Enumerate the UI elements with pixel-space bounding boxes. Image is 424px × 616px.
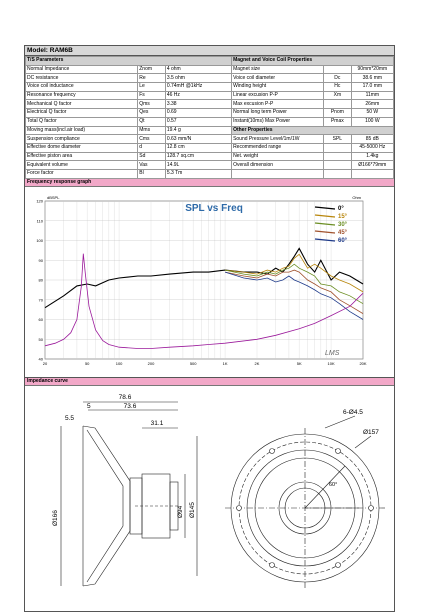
mechanical-drawing	[25, 386, 394, 611]
prop-value: 100 W	[351, 117, 393, 126]
param-value: 4 ohm	[165, 65, 231, 74]
param-name: Force factor	[26, 169, 138, 178]
param-symbol: Fs	[138, 91, 166, 100]
prop-symbol: Dc	[324, 74, 352, 83]
mount-hole-2	[336, 562, 341, 567]
y-tick-label: 110	[36, 217, 43, 223]
x-tick-label: 500	[189, 360, 197, 366]
param-symbol: Qt	[138, 117, 166, 126]
x-tick-label: 100	[115, 360, 123, 366]
x-tick-label: 5K	[296, 360, 302, 366]
prop-symbol: Xm	[324, 91, 352, 100]
leader-hole	[325, 416, 355, 428]
prop-symbol: SPL	[324, 135, 352, 144]
param-value: 14.9L	[165, 161, 231, 170]
prop-symbol: Pmax	[324, 117, 352, 126]
param-name: Equivalent volume	[26, 161, 138, 170]
prop-name: Max excusion P-P	[232, 100, 324, 109]
prop-name: Voice coil diameter	[232, 74, 324, 83]
prop-value	[351, 169, 393, 178]
dim-311: 31.1	[150, 419, 164, 427]
y-tick-label: 120	[36, 198, 43, 204]
spec-row	[26, 117, 394, 126]
prop-symbol	[324, 161, 352, 170]
prop-value: 50 W	[351, 109, 393, 118]
param-value: 0.69	[165, 109, 231, 118]
param-value: 3.5 ohm	[165, 74, 231, 83]
param-name: Electrical Q factor	[26, 109, 138, 118]
prop-symbol	[324, 65, 352, 74]
basket-outline	[87, 430, 123, 582]
spec-row	[26, 83, 394, 92]
param-name: Voice coil inductance	[26, 83, 138, 92]
spec-row	[26, 152, 394, 161]
y2-axis-label: Ohm	[352, 194, 361, 200]
param-symbol: Qes	[138, 109, 166, 118]
model-title: Model: RAM6B	[25, 46, 394, 56]
spec-row	[26, 135, 394, 144]
dim-94: Ø94	[177, 505, 184, 518]
dim-786: 78.6	[118, 393, 132, 401]
mount-hole-5	[270, 448, 275, 453]
mount-hole-6	[336, 448, 341, 453]
prop-value: 38.6 mm	[351, 74, 393, 83]
y-tick-label: 70	[38, 296, 43, 302]
param-symbol: Mms	[138, 126, 166, 135]
spec-table	[25, 56, 394, 179]
x-tick-label: 20K	[359, 360, 367, 366]
param-value: 0.57	[165, 117, 231, 126]
param-name: Normal Impedance	[26, 65, 138, 74]
dim-157: Ø157	[363, 428, 379, 436]
param-name: Effective dome diameter	[26, 143, 138, 152]
param-name: Total Q factor	[26, 117, 138, 126]
param-name: Mechanical Q factor	[26, 100, 138, 109]
ts-params-header: T/S Parameters	[26, 57, 232, 66]
param-symbol: Vas	[138, 161, 166, 170]
y-tick-label: 60	[38, 316, 43, 322]
param-name: DC resistance	[26, 74, 138, 83]
y-tick-label: 80	[38, 277, 43, 283]
param-value: 46 Hz	[165, 91, 231, 100]
param-value: 0.63 mm/N	[165, 135, 231, 144]
drawing-svg	[25, 386, 394, 611]
frequency-response-chart	[25, 187, 394, 378]
prop-symbol	[324, 152, 352, 161]
spec-row	[26, 65, 394, 74]
dim-145: Ø145	[189, 501, 196, 518]
param-symbol: Cms	[138, 135, 166, 144]
legend-label: 0°	[338, 205, 344, 212]
prop-value: 1.4kg	[351, 152, 393, 161]
prop-value: 17.0 mm	[351, 83, 393, 92]
leader-157	[355, 436, 371, 448]
param-name: Suspension compliance	[26, 135, 138, 144]
prop-value: 45-5000 Hz	[351, 143, 393, 152]
mount-hole-1	[369, 505, 374, 510]
x-tick-label: 1K	[222, 360, 228, 366]
dim-55: 5.5	[65, 414, 75, 422]
impedance-header: Impedance curve	[25, 378, 394, 386]
param-name: Resonance frequency	[26, 91, 138, 100]
watermark: LMS	[325, 349, 340, 357]
legend-label: 15°	[338, 213, 348, 220]
y-tick-label: 100	[36, 237, 43, 243]
x-tick-label: 200	[147, 360, 155, 366]
angle-line	[305, 466, 345, 508]
param-symbol: Znom	[138, 65, 166, 74]
prop-value: 85 dB	[351, 135, 393, 144]
spec-row	[26, 74, 394, 83]
y-tick-label: 40	[38, 356, 43, 362]
x-tick-label: 10K	[327, 360, 335, 366]
x-tick-label: 2K	[254, 360, 260, 366]
param-value: 128.7 sq.cm	[165, 152, 231, 161]
prop-symbol: Pnom	[324, 109, 352, 118]
param-name: Effective piston area	[26, 152, 138, 161]
prop-value: Ø166*79mm	[351, 161, 393, 170]
dim-angle: 60°	[329, 481, 338, 488]
param-symbol: Le	[138, 83, 166, 92]
spec-row	[26, 109, 394, 118]
prop-name: Net. weight	[232, 152, 324, 161]
chart-svg	[25, 187, 394, 377]
prop-value: 26mm	[351, 100, 393, 109]
freq-response-header: Frequency response graph	[25, 179, 394, 187]
prop-value: 11mm	[351, 91, 393, 100]
prop-symbol	[324, 169, 352, 178]
dim-736: 73.6	[123, 402, 137, 410]
spec-row	[26, 143, 394, 152]
dim-holes: 6-Ø4.5	[343, 408, 363, 416]
param-symbol: Qms	[138, 100, 166, 109]
param-value: 5.3 Tm	[165, 169, 231, 178]
param-symbol: d	[138, 143, 166, 152]
chart-title: SPL vs Freq	[185, 202, 243, 214]
mount-hole-4	[237, 505, 242, 510]
prop-symbol	[324, 100, 352, 109]
spec-sheet	[24, 45, 395, 612]
prop-name: Recommended range	[232, 143, 324, 152]
prop-name: Linear excusion P-P	[232, 91, 324, 100]
param-value: 0.74mH @1kHz	[165, 83, 231, 92]
prop-symbol	[324, 143, 352, 152]
spec-row	[26, 91, 394, 100]
spec-row	[26, 126, 394, 135]
spec-row	[26, 169, 394, 178]
param-symbol: Bl	[138, 169, 166, 178]
param-name: Moving mass(incl.air load)	[26, 126, 138, 135]
dim-5: 5	[87, 402, 91, 410]
x-tick-label: 50	[84, 360, 90, 366]
mount-hole-3	[270, 562, 275, 567]
prop-name	[232, 169, 324, 178]
prop-value: 90mm*20mm	[351, 65, 393, 74]
other-properties-header: Other Properties	[232, 126, 394, 135]
y-axis-label: dBSPL	[47, 194, 60, 200]
prop-name: Instant(10ms) Max Power	[232, 117, 324, 126]
x-tick-label: 20	[42, 360, 48, 366]
legend-label: 60°	[338, 237, 348, 244]
prop-name: Winding height	[232, 83, 324, 92]
dim-166: Ø166	[52, 509, 59, 526]
legend-label: 30°	[338, 221, 348, 228]
param-value: 3.38	[165, 100, 231, 109]
prop-name: Normal long term Power	[232, 109, 324, 118]
param-value: 12.8 cm	[165, 143, 231, 152]
param-symbol: Re	[138, 74, 166, 83]
y-tick-label: 90	[38, 257, 43, 263]
prop-symbol: Hc	[324, 83, 352, 92]
param-value: 19.4 g	[165, 126, 231, 135]
param-symbol: Sd	[138, 152, 166, 161]
y-tick-label: 50	[38, 336, 43, 342]
magnet-header: Magnet and Voice Coil Properties	[232, 57, 394, 66]
spec-row	[26, 100, 394, 109]
prop-name: Magnet size	[232, 65, 324, 74]
spec-row	[26, 161, 394, 170]
prop-name: Overall dimension	[232, 161, 324, 170]
legend-label: 45°	[338, 229, 348, 236]
prop-name: Sound Pressure Level/1m/1W	[232, 135, 324, 144]
